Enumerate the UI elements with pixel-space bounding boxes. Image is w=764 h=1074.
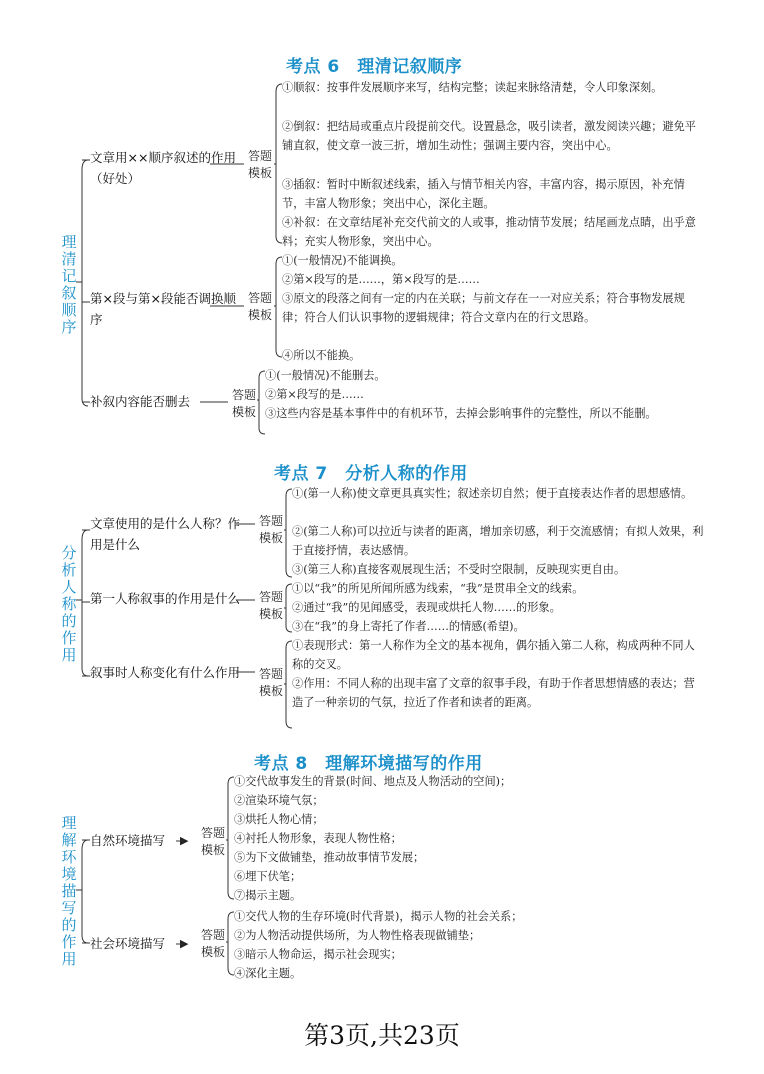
brace-8-2 — [226, 912, 234, 975]
topic-6-1: 文章用××顺序叙述的作用（好处） — [90, 150, 236, 186]
topic-7-2: 第一人称叙事的作用是什么 — [90, 591, 241, 606]
item-8-1-5: ⑤为下文做铺垫，推动故事情节发展； — [234, 851, 425, 864]
template-label-7-2: 答题模板 — [258, 590, 283, 621]
arrow-right-icon: ▶ — [180, 834, 189, 847]
topic-7-1: 文章使用的是什么人称？作用是什么 — [90, 516, 241, 552]
item-6-1-4: ④补叙：在文章结尾补充交代前文的人或事，推动情节发展；结尾画龙点睛，出乎意料；充实人物形象，突出中心。 — [282, 216, 696, 249]
template-label-6-2: 答题模板 — [247, 291, 272, 322]
item-7-2-3: ③在“我”的身上寄托了作者……的情感(希望)。 — [292, 620, 525, 633]
section-title-7: 考点 7 分析人称的作用 — [274, 464, 468, 484]
item-7-1-3: ③(第三人称)直接客观展现生活；不受时空限制，反映现实更自由。 — [292, 563, 626, 576]
item-7-3-2: ②作用：不同人称的出现丰富了文章的叙事手段，有助于作者思想情感的表达；营造了一种亲切的气氛，拉近了作者和读者的距离。 — [292, 677, 695, 710]
item-6-1-1: ①顺叙：按事件发展顺序来写，结构完整；读起来脉络清楚，令人印象深刻。 — [282, 81, 663, 94]
template-label-7-1: 答题模板 — [258, 514, 283, 545]
template-label-8-1: 答题模板 — [200, 826, 225, 857]
brace-8-1 — [226, 777, 234, 899]
brace-8-main — [76, 840, 88, 943]
side-label-6: 理清记叙顺序 — [61, 233, 77, 336]
item-8-2-3: ③暗示人物命运，揭示社会现实； — [234, 948, 402, 961]
arrow-right-icon: ▶ — [180, 937, 189, 950]
topic-8-2: 社会环境描写 — [90, 936, 166, 951]
brace-7-3 — [284, 641, 292, 728]
side-label-8: 理解环境描写的作用 — [61, 814, 77, 968]
item-8-2-2: ②为人物活动提供场所，为人物性格表现做铺垫； — [234, 929, 481, 942]
template-label-8-2: 答题模板 — [200, 928, 225, 959]
item-8-1-2: ②渲染环境气氛； — [234, 794, 324, 807]
item-8-1-4: ④衬托人物形象，表现人物性格； — [234, 832, 402, 845]
item-8-2-1: ①交代人物的生存环境(时代背景)，揭示人物的社会关系； — [234, 910, 523, 923]
item-8-2-4: ④深化主题。 — [234, 967, 302, 980]
section-title-6: 考点 6 理清记叙顺序 — [286, 57, 463, 77]
item-7-1-2: ②(第二人称)可以拉近与读者的距离，增加亲切感，利于交流感情；有拟人效果，利于直接抒情，表达感情。 — [292, 525, 704, 558]
page-footer: 第3页,共23页 — [304, 1021, 460, 1050]
section-title-8: 考点 8 理解环境描写的作用 — [254, 754, 483, 774]
topic-6-3: 补叙内容能否删去 — [90, 394, 191, 409]
item-6-2-3: ③原文的段落之间有一定的内在关联；与前文存在一一对应关系；符合事物发展规律；符合人们认识事物的逻辑规律；符合文章内在的行文思路。 — [282, 292, 685, 325]
brace-7-main — [76, 530, 88, 676]
brace-7-2 — [284, 584, 292, 632]
brace-6-3 — [257, 371, 265, 434]
brace-6-2 — [274, 257, 282, 357]
brace-7-1 — [284, 489, 292, 577]
side-label-7: 分析人称的作用 — [61, 544, 77, 664]
item-7-3-1: ①表现形式：第一人称作为全文的基本视角，偶尔插入第二人称，构成两种不同人称的交叉。 — [292, 639, 695, 672]
item-6-2-4: ④所以不能换。 — [282, 349, 361, 362]
item-6-1-3: ③插叙：暂时中断叙述线索，插入与情节相关内容，丰富内容，揭示原因，补充情节，丰富人物形象；突出中心，深化主题。 — [282, 178, 685, 211]
topic-6-2: 第×段与第×段能否调换顺序 — [90, 291, 236, 327]
item-6-1-2: ②倒叙：把结局或重点片段提前交代。设置悬念，吸引读者，激发阅读兴趣；避免平铺直叙，使文章一波三折，增加生动性；强调主要内容，突出中心。 — [282, 120, 696, 153]
item-6-2-2: ②第×段写的是……，第×段写的是…… — [282, 273, 480, 286]
item-6-3-1: ①(一般情况)不能删去。 — [265, 369, 386, 382]
brace-6-main — [76, 160, 88, 406]
topic-8-1: 自然环境描写 — [90, 833, 166, 848]
topic-7-3: 叙事时人称变化有什么作用 — [90, 665, 241, 680]
item-7-2-2: ②通过“我”的见闻感受，表现或烘托人物……的形象。 — [292, 601, 561, 614]
item-6-3-2: ②第×段写的是…… — [265, 388, 364, 401]
item-6-3-3: ③这些内容是基本事件中的有机环节，去掉会影响事件的完整性，所以不能删。 — [265, 407, 657, 420]
item-8-1-6: ⑥埋下伏笔； — [234, 870, 302, 883]
item-8-1-1: ①交代故事发生的背景(时间、地点及人物活动的空间)； — [234, 775, 512, 788]
item-8-1-7: ⑦揭示主题。 — [234, 889, 302, 902]
item-7-1-1: ①(第一人称)使文章更具真实性；叙述亲切自然；便于直接表达作者的思想感情。 — [292, 487, 693, 500]
template-label-6-3: 答题模板 — [231, 388, 256, 419]
brace-6-1 — [274, 84, 282, 243]
item-6-2-1: ①(一般情况)不能调换。 — [282, 254, 403, 267]
template-label-7-3: 答题模板 — [258, 667, 283, 698]
item-7-2-1: ①以“我”的所见所闻所感为线索，“我”是贯串全文的线索。 — [292, 582, 584, 595]
template-label-6-1: 答题模板 — [247, 149, 272, 180]
item-8-1-3: ③烘托人物心情； — [234, 813, 324, 826]
